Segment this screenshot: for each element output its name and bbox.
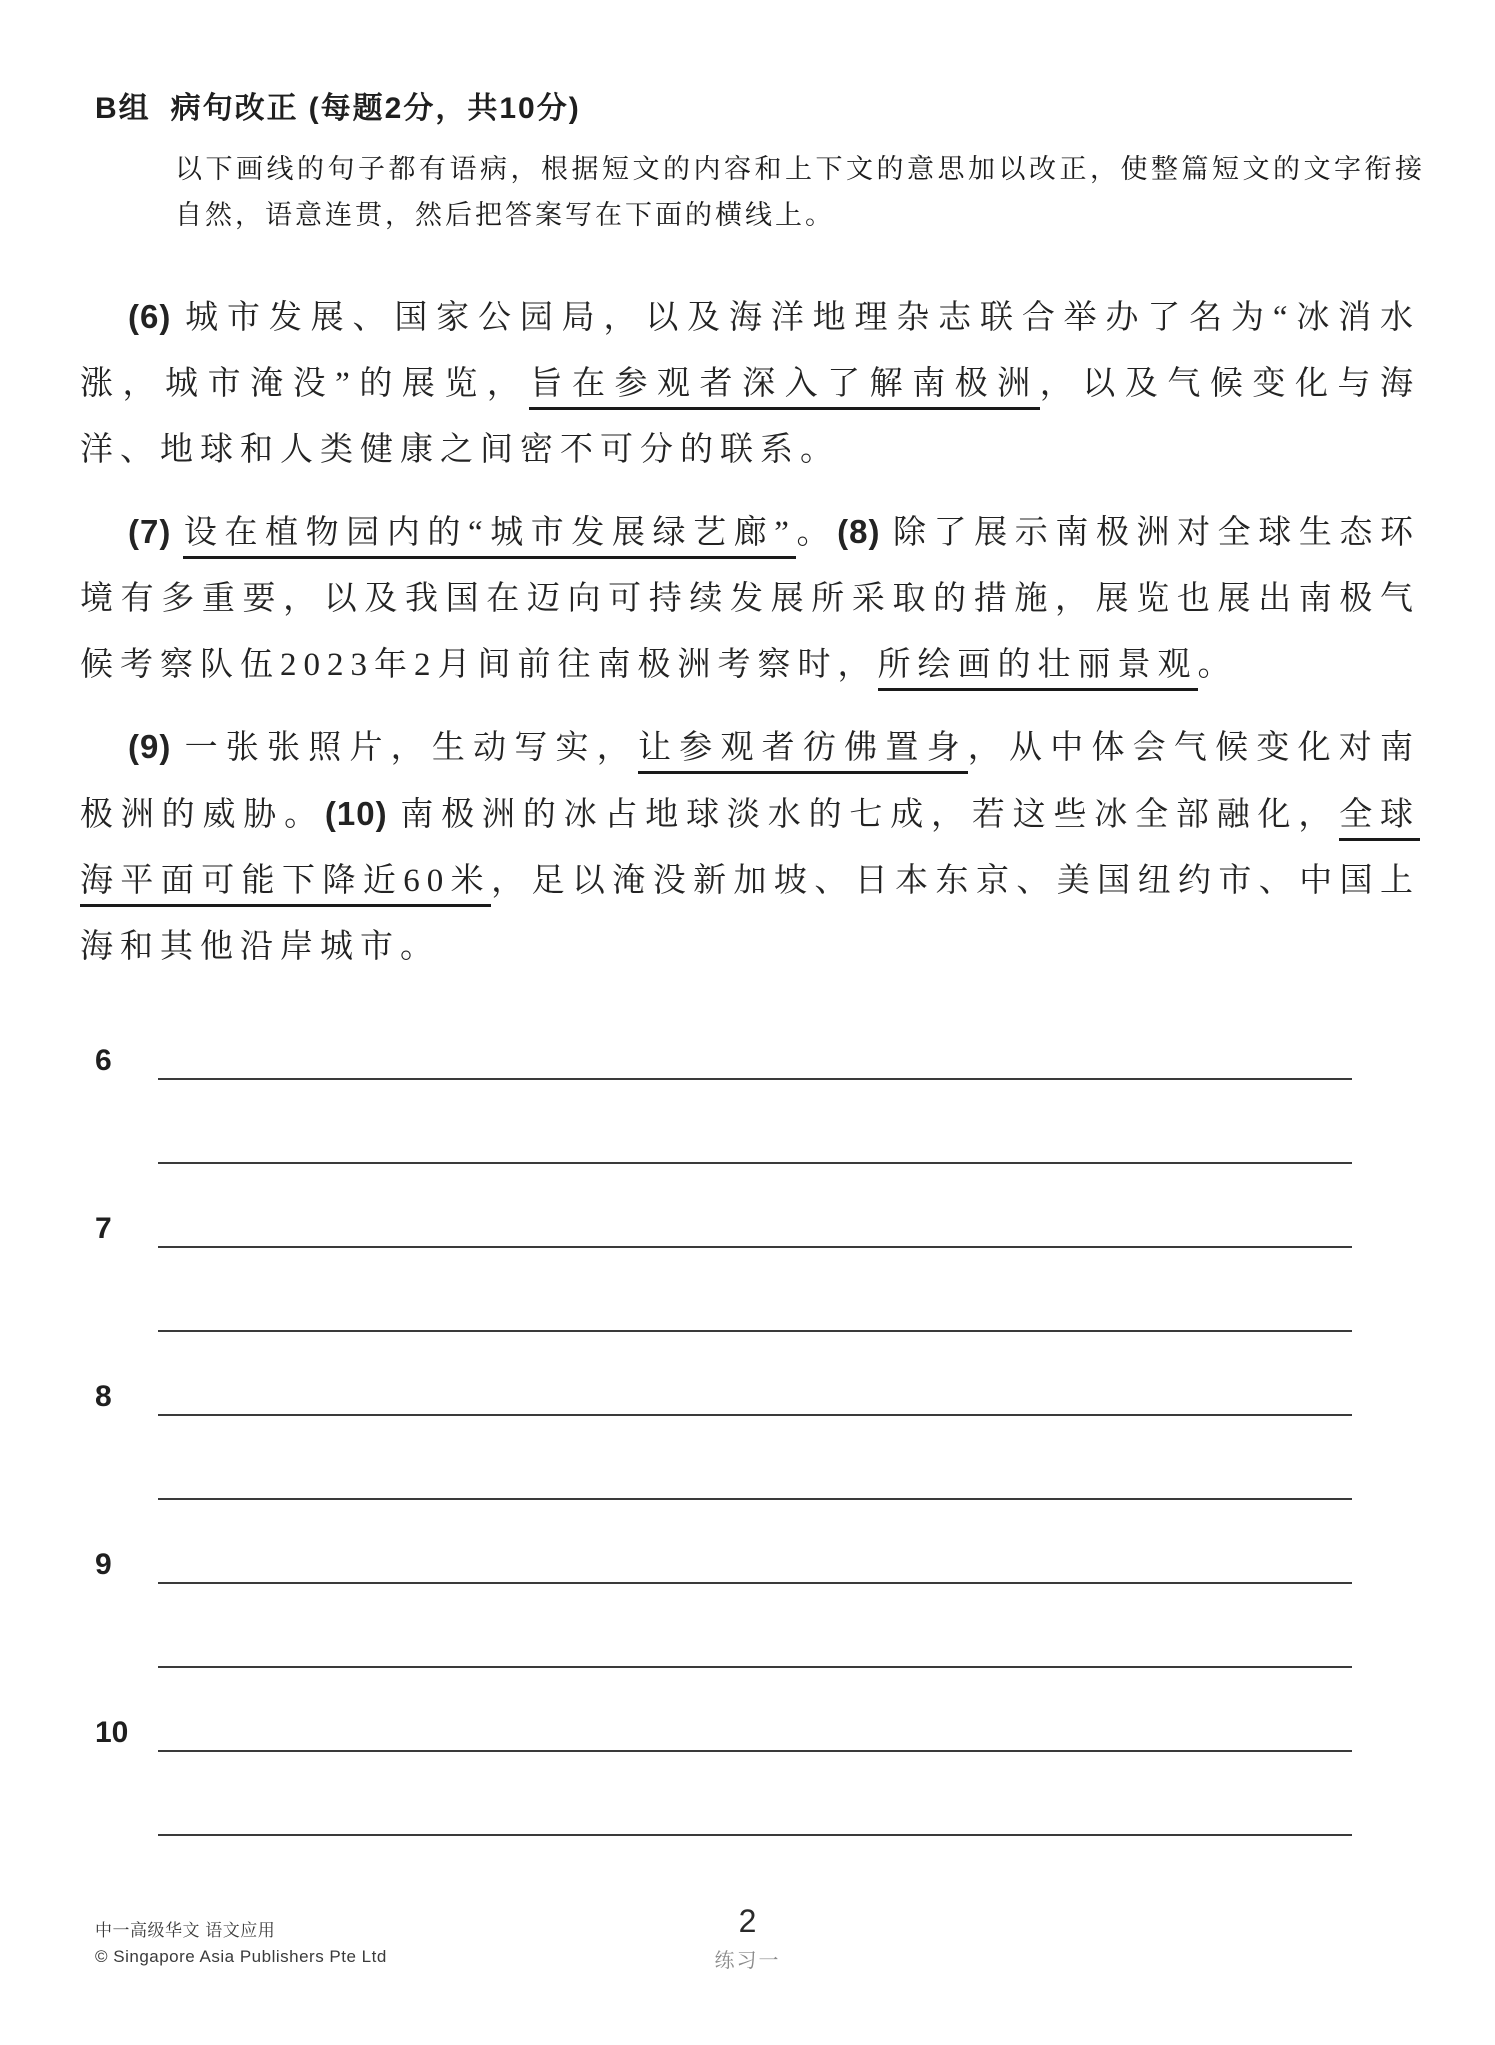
paragraph-7-8 [80,499,1420,698]
passage-text: 南极洲的冰占地球淡水的七成，若这些冰全部融化， [399,797,1340,833]
answer-line-10-1[interactable] [158,1749,1352,1752]
item-number-10: (10) [324,795,388,832]
passage [80,284,1420,980]
underlined-phrase-10: 全球海平面可能下降近60米 [80,797,1420,907]
underlined-phrase-9: 让参观者彷佛置身 [638,730,968,774]
answer-number-6: 6 [95,1044,112,1077]
item-number-9: (9) [128,728,172,765]
answer-block-7 [95,1164,1420,1332]
answer-line-9-2[interactable] [158,1665,1352,1668]
answer-line-8-1[interactable] [158,1413,1352,1416]
answer-line-10-2[interactable] [158,1833,1352,1836]
answer-row [95,1584,1420,1668]
item-number-8: (8) [837,513,881,550]
answer-block-9 [95,1500,1420,1668]
answer-number-10: 10 [95,1716,129,1749]
copyright-line: © Singapore Asia Publishers Pte Ltd [95,1947,387,1966]
answer-number-7: 7 [95,1212,112,1245]
passage-text: 一张张照片，生动写实， [183,730,639,766]
passage-text: ，从中体会气候变化对南极洲的威胁。 [80,730,1421,833]
underlined-phrase-8: 所绘画的壮丽景观 [878,647,1198,691]
paragraph-6 [80,284,1420,483]
answer-line-6-1[interactable] [158,1077,1352,1080]
answer-section [95,996,1420,1836]
answer-line-7-2[interactable] [158,1329,1352,1332]
underlined-phrase-7: 设在植物园内的“城市发展绿艺廊” [183,515,796,559]
passage-text: 城市发展、国家公园局，以及海洋地理杂志联合举办了名为“冰消水涨，城市淹没”的展览， [80,300,1420,402]
answer-number-8: 8 [95,1380,112,1413]
item-number-7: (7) [128,513,172,550]
footer-page-info [0,1904,1495,1973]
answer-line-6-2[interactable] [158,1161,1352,1164]
answer-row [95,1248,1420,1332]
answer-number-spacer [95,1664,158,1668]
underlined-phrase-6: 旨在参观者深入了解南极洲 [529,366,1039,410]
answer-block-10 [95,1668,1420,1836]
answer-number-spacer [95,1328,158,1332]
answer-row [95,1500,1420,1584]
answer-row [95,1416,1420,1500]
answer-line-8-2[interactable] [158,1497,1352,1500]
answer-row [95,996,1420,1080]
answer-line-7-1[interactable] [158,1245,1352,1248]
answer-number-spacer [95,1160,158,1164]
passage-text: 。 [795,515,838,551]
passage-text: 。 [1197,647,1238,683]
paragraph-9-10 [80,714,1420,980]
answer-number-spacer [95,1496,158,1500]
section-title: 病句改正 [170,92,299,125]
item-number-6: (6) [128,298,172,335]
passage-text: 除了展示南极洲对全球生态环境有多重要，以及我国在迈向可持续发展所采取的措施，展览也展出南极气候考察队伍2023年2月间前往南极洲考察时， [80,515,1421,683]
answer-number-9: 9 [95,1548,112,1581]
answer-line-9-1[interactable] [158,1581,1352,1584]
page-number: 2 [738,1903,757,1939]
section-points: (每题2分，共10分) [308,92,581,125]
section-label: B组 [95,92,151,125]
answer-block-8 [95,1332,1420,1500]
answer-row [95,1752,1420,1836]
instructions-text: 以下画线的句子都有语病，根据短文的内容和上下文的意思加以改正，使整篇短文的文字衔接自然，语意连贯，然后把答案写在下面的横线上。 [175,154,1425,230]
section-header [95,88,1420,130]
answer-row [95,1164,1420,1248]
passage-text: ，足以淹没新加坡、日本东京、美国纽约市、中国上海和其他沿岸城市。 [80,863,1420,965]
answer-row [95,1668,1420,1752]
passage-text: ，以及气候变化与海洋、地球和人类健康之间密不可分的联系。 [80,366,1420,468]
book-title: 中一高级华文 语文应用 [95,1921,276,1940]
answer-block-6 [95,996,1420,1164]
answer-row [95,1332,1420,1416]
exercise-label: 练习一 [714,1950,781,1972]
answer-number-spacer [95,1832,158,1836]
answer-row [95,1080,1420,1164]
